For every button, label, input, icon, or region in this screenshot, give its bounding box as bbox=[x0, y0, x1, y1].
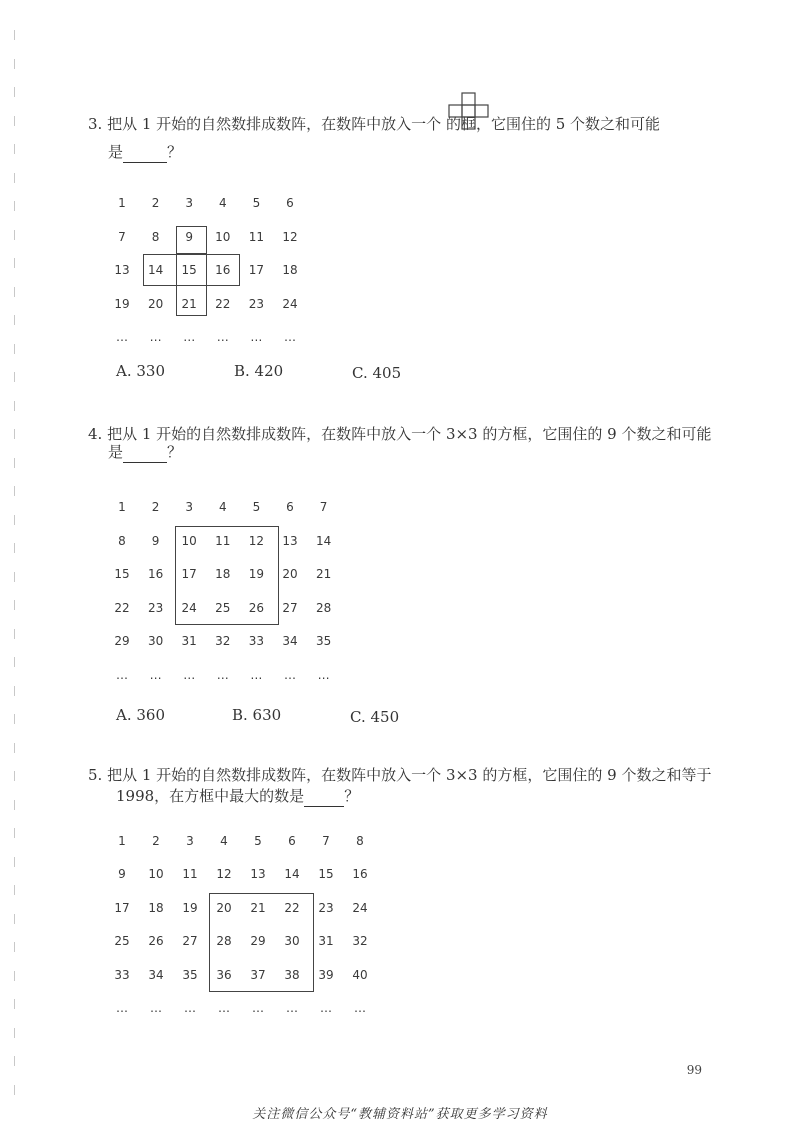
grid-cell: 31 bbox=[181, 634, 197, 649]
binding-tick bbox=[14, 287, 15, 297]
grid-cell: … bbox=[183, 668, 196, 682]
grid-cell: 1 bbox=[118, 500, 126, 514]
binding-tick bbox=[14, 885, 15, 895]
grid-cell: 38 bbox=[284, 967, 300, 982]
grid-cell: … bbox=[284, 668, 296, 682]
grid-cell: 13 bbox=[282, 533, 298, 548]
binding-tick bbox=[14, 30, 15, 40]
binding-tick bbox=[14, 657, 15, 667]
grid-cell: 15 bbox=[318, 867, 334, 882]
grid-cell: 3 bbox=[185, 196, 193, 210]
binding-tick bbox=[14, 743, 15, 753]
grid-cell: … bbox=[183, 330, 196, 345]
grid-cell: 33 bbox=[248, 634, 265, 649]
q3-option-c: C. 405 bbox=[352, 364, 402, 382]
grid-cell: 19 bbox=[114, 296, 130, 311]
q4-text-c: 是 bbox=[108, 443, 124, 461]
binding-tick bbox=[14, 59, 15, 69]
grid-cell: 13 bbox=[114, 263, 130, 278]
q3-text-a: 把从 1 开始的自然数排成数阵，在数阵中放入一个 bbox=[107, 115, 442, 133]
grid-cell: 30 bbox=[284, 934, 300, 949]
grid-cell: … bbox=[354, 1001, 366, 1015]
binding-tick bbox=[14, 714, 15, 724]
grid-cell: 23 bbox=[248, 296, 265, 311]
grid-cell: 9 bbox=[185, 229, 193, 244]
grid-cell: 32 bbox=[352, 934, 368, 949]
answer-blank bbox=[304, 786, 344, 807]
grid-cell: 4 bbox=[220, 834, 228, 848]
grid-cell: … bbox=[216, 330, 229, 345]
grid-cell: 16 bbox=[215, 263, 231, 278]
q5-number: 5. bbox=[88, 766, 103, 784]
grid-cell: 14 bbox=[315, 533, 332, 548]
grid-cell: 40 bbox=[352, 967, 368, 982]
grid-cell: 21 bbox=[250, 900, 266, 915]
grid-cell: 19 bbox=[248, 567, 265, 582]
grid-cell: 9 bbox=[151, 533, 160, 548]
q3-text-d: ？ bbox=[167, 143, 183, 161]
grid-cell: 33 bbox=[114, 967, 130, 982]
grid-cell: 36 bbox=[216, 967, 232, 982]
plus-shape-frame-icon bbox=[446, 114, 492, 136]
grid-cell: 7 bbox=[319, 500, 328, 514]
grid-cell: 23 bbox=[318, 900, 334, 915]
binding-tick bbox=[14, 144, 15, 154]
grid-cell: … bbox=[250, 668, 263, 682]
grid-cell: … bbox=[286, 1001, 298, 1015]
grid-cell: 26 bbox=[148, 934, 164, 949]
binding-tick bbox=[14, 914, 15, 924]
grid-cell: … bbox=[252, 1001, 264, 1015]
grid-cell: 6 bbox=[286, 196, 294, 210]
binding-tick bbox=[14, 543, 15, 553]
grid-cell: 5 bbox=[254, 834, 262, 848]
q4-number: 4. bbox=[88, 425, 103, 443]
grid-cell: 24 bbox=[282, 296, 298, 311]
grid-cell: 25 bbox=[114, 934, 130, 949]
grid-cell: 34 bbox=[148, 967, 164, 982]
grid-cell: 1 bbox=[118, 196, 126, 210]
binding-edge-marks bbox=[14, 30, 20, 1110]
grid-cell: 12 bbox=[282, 229, 298, 244]
q3-option-b: B. 420 bbox=[234, 362, 284, 380]
grid-cell: 14 bbox=[147, 263, 164, 278]
grid-cell: … bbox=[317, 668, 330, 682]
grid-cell: 32 bbox=[215, 634, 231, 649]
grid-cell: 16 bbox=[147, 567, 164, 582]
grid-cell: … bbox=[184, 1001, 196, 1015]
grid-cell: 2 bbox=[151, 196, 160, 210]
grid-cell: 7 bbox=[322, 834, 330, 848]
grid-cell: 8 bbox=[356, 834, 364, 848]
grid-cell: 28 bbox=[216, 934, 232, 949]
grid-cell: 11 bbox=[215, 533, 231, 548]
grid-cell: 15 bbox=[181, 263, 197, 278]
grid-cell: 17 bbox=[114, 900, 130, 915]
grid-cell: 20 bbox=[147, 296, 164, 311]
grid-cell: 8 bbox=[151, 229, 160, 244]
binding-tick bbox=[14, 600, 15, 610]
q5-text-a: 把从 1 开始的自然数排成数阵，在数阵中放入一个 3×3 的方框，它围住的 9 个数之和等于 bbox=[107, 766, 712, 784]
binding-tick bbox=[14, 401, 15, 411]
grid-cell: 37 bbox=[250, 967, 266, 982]
grid-cell: … bbox=[218, 1001, 230, 1015]
footer-note: 关注微信公众号“教辅资料站”获取更多学习资料 bbox=[252, 1107, 548, 1122]
grid-cell: 30 bbox=[147, 634, 164, 649]
q5-text-c: 1998，在方框中最大的数是 bbox=[116, 787, 305, 805]
grid-cell: 31 bbox=[318, 934, 334, 949]
binding-tick bbox=[14, 771, 15, 781]
q3-option-a: A. 330 bbox=[116, 362, 165, 380]
grid-cell: 21 bbox=[181, 296, 197, 311]
grid-cell: 22 bbox=[215, 296, 231, 311]
grid-cell: 10 bbox=[215, 229, 231, 244]
grid-cell: 35 bbox=[182, 967, 198, 982]
grid-cell: 25 bbox=[215, 600, 231, 615]
grid-cell: 20 bbox=[282, 567, 298, 582]
grid-cell: 8 bbox=[118, 533, 126, 548]
grid-cell: 4 bbox=[218, 196, 227, 210]
q3-text-b: 的框，它围住的 5 个数之和可能 bbox=[445, 115, 661, 133]
grid-cell: 10 bbox=[181, 533, 197, 548]
grid-cell: 19 bbox=[182, 900, 198, 915]
grid-cell: 29 bbox=[114, 634, 130, 649]
grid-cell: 21 bbox=[315, 567, 332, 582]
grid-cell: 18 bbox=[148, 900, 164, 915]
q4-option-c: C. 450 bbox=[350, 708, 400, 726]
grid-cell: 14 bbox=[284, 867, 300, 882]
grid-cell: 12 bbox=[216, 867, 232, 882]
binding-tick bbox=[14, 1056, 15, 1066]
grid-cell: 5 bbox=[252, 196, 261, 210]
grid-cell: … bbox=[250, 330, 263, 345]
grid-cell: 20 bbox=[216, 900, 232, 915]
grid-cell: 26 bbox=[248, 600, 265, 615]
q3-text-c: 是 bbox=[108, 143, 124, 161]
grid-cell: 15 bbox=[114, 567, 130, 582]
q4-line-2 bbox=[108, 442, 182, 463]
binding-tick bbox=[14, 1028, 15, 1038]
grid-cell: 17 bbox=[181, 567, 197, 582]
binding-tick bbox=[14, 201, 15, 211]
binding-tick bbox=[14, 87, 15, 97]
q3-line-2 bbox=[108, 142, 182, 163]
grid-cell: 2 bbox=[152, 834, 160, 848]
grid-cell: 22 bbox=[114, 600, 130, 615]
binding-tick bbox=[14, 458, 15, 468]
binding-tick bbox=[14, 572, 15, 582]
binding-tick bbox=[14, 429, 15, 439]
grid-cell: 35 bbox=[315, 634, 332, 649]
page-number: 99 bbox=[686, 1063, 702, 1077]
grid-cell: 7 bbox=[118, 229, 126, 244]
binding-tick bbox=[14, 344, 15, 354]
grid-cell: 27 bbox=[282, 600, 298, 615]
binding-tick bbox=[14, 629, 15, 639]
binding-tick bbox=[14, 515, 15, 525]
binding-tick bbox=[14, 800, 15, 810]
grid-cell: 39 bbox=[318, 967, 334, 982]
q5-line-1 bbox=[88, 765, 711, 785]
grid-cell: 16 bbox=[352, 867, 368, 882]
grid-cell: 3 bbox=[186, 834, 194, 848]
q5-text-d: ？ bbox=[344, 787, 360, 805]
grid-cell: 29 bbox=[250, 934, 266, 949]
q3-line-1 bbox=[88, 114, 660, 134]
q3-number: 3. bbox=[88, 115, 103, 133]
grid-cell: 1 bbox=[118, 834, 126, 848]
grid-cell: 5 bbox=[252, 500, 261, 514]
grid-cell: 11 bbox=[248, 229, 265, 244]
q5-line-2 bbox=[116, 786, 359, 807]
grid-cell: 18 bbox=[282, 263, 298, 278]
grid-cell: 6 bbox=[286, 500, 294, 514]
binding-tick bbox=[14, 230, 15, 240]
grid-cell: … bbox=[284, 330, 296, 345]
q4-line-1 bbox=[88, 424, 711, 444]
grid-cell: … bbox=[320, 1001, 332, 1015]
q4-option-a: A. 360 bbox=[116, 706, 165, 724]
grid-cell: 9 bbox=[118, 867, 126, 882]
grid-cell: … bbox=[150, 1001, 162, 1015]
grid-cell: 34 bbox=[282, 634, 298, 649]
grid-cell: … bbox=[116, 330, 128, 345]
grid-cell: 12 bbox=[248, 533, 265, 548]
grid-cell: 3 bbox=[185, 500, 193, 514]
binding-tick bbox=[14, 942, 15, 952]
grid-cell: 6 bbox=[288, 834, 296, 848]
grid-cell: 10 bbox=[148, 867, 164, 882]
answer-blank bbox=[123, 142, 167, 163]
grid-cell: 13 bbox=[250, 867, 266, 882]
grid-cell: … bbox=[216, 668, 229, 682]
grid-cell: 28 bbox=[315, 600, 332, 615]
grid-cell: 24 bbox=[352, 900, 368, 915]
grid-cell: 4 bbox=[218, 500, 227, 514]
binding-tick bbox=[14, 258, 15, 268]
grid-cell: 22 bbox=[284, 900, 300, 915]
q4-option-b: B. 630 bbox=[232, 706, 282, 724]
binding-tick bbox=[14, 372, 15, 382]
grid-cell: 11 bbox=[182, 867, 198, 882]
grid-cell: … bbox=[116, 1001, 128, 1015]
grid-cell: 2 bbox=[151, 500, 160, 514]
grid-cell: 17 bbox=[248, 263, 265, 278]
grid-cell: 27 bbox=[182, 934, 198, 949]
binding-tick bbox=[14, 486, 15, 496]
binding-tick bbox=[14, 999, 15, 1009]
q4-text-a: 把从 1 开始的自然数排成数阵，在数阵中放入一个 3×3 的方框，它围住的 9 个数之和可能 bbox=[107, 425, 712, 443]
grid-cell: … bbox=[149, 330, 162, 345]
binding-tick bbox=[14, 1085, 15, 1095]
grid-cell: … bbox=[149, 668, 162, 682]
binding-tick bbox=[14, 828, 15, 838]
grid-cell: 18 bbox=[215, 567, 231, 582]
grid-cell: … bbox=[116, 668, 128, 682]
grid-cell: 24 bbox=[181, 600, 197, 615]
q4-text-d: ？ bbox=[167, 443, 183, 461]
grid-cell: 23 bbox=[147, 600, 164, 615]
answer-blank bbox=[123, 442, 167, 463]
binding-tick bbox=[14, 315, 15, 325]
binding-tick bbox=[14, 116, 15, 126]
binding-tick bbox=[14, 857, 15, 867]
binding-tick bbox=[14, 686, 15, 696]
binding-tick bbox=[14, 173, 15, 183]
binding-tick bbox=[14, 971, 15, 981]
